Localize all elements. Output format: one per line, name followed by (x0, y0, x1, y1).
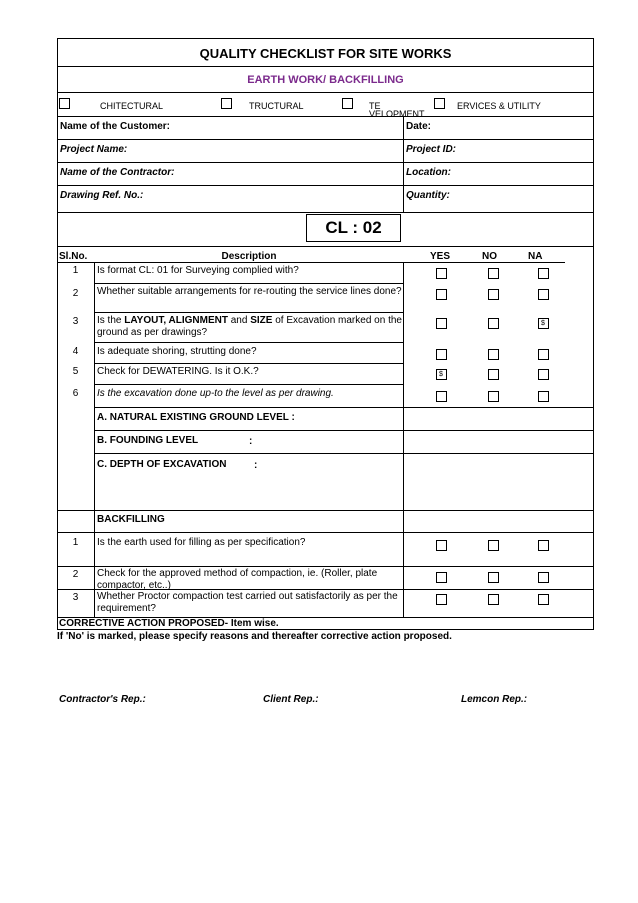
item-4-no-checkbox[interactable] (488, 349, 499, 360)
item-3-bold-size: SIZE (250, 315, 273, 326)
page-title: QUALITY CHECKLIST FOR SITE WORKS (199, 46, 452, 61)
backfill-3-yes-checkbox[interactable] (436, 594, 447, 605)
item-1-na-checkbox[interactable] (538, 268, 549, 279)
backfill-2-yes-checkbox[interactable] (436, 572, 447, 583)
item-number: 3 (72, 592, 79, 603)
item-2-na-checkbox[interactable] (538, 289, 549, 300)
corrective-action-note: If 'No' is marked, please specify reasons and thereafter corrective action proposed. (57, 631, 452, 642)
item-number: 4 (72, 346, 79, 357)
item-3-text-b: and (227, 315, 251, 326)
item-3-text-c: of Excavation marked on the ground as per drawings? (97, 315, 402, 338)
col-header-description: Description (221, 251, 277, 262)
date-label: Date: (406, 121, 432, 132)
item-1-no-checkbox[interactable] (488, 268, 499, 279)
item-description: Is format CL: 01 for Surveying complied with? (97, 265, 299, 276)
item-number: 6 (72, 388, 79, 399)
depth-of-excavation-colon: : (254, 460, 258, 471)
category-checkbox-site-development[interactable] (342, 98, 353, 109)
natural-ground-level-label: A. NATURAL EXISTING GROUND LEVEL : (97, 412, 295, 423)
item-description: Is the earth used for filling as per specification? (97, 537, 306, 548)
project-name-label: Project Name: (60, 144, 128, 155)
category-label-architectural: CHITECTURAL (100, 101, 164, 111)
founding-level-colon: : (249, 436, 253, 447)
location-label: Location: (406, 167, 451, 178)
category-label-site-development-overflow: VELOPMENT (369, 110, 425, 116)
col-header-yes: YES (430, 251, 451, 262)
item-number: 1 (72, 537, 79, 548)
item-description: Whether Proctor compaction test carried out satisfactorily as per the requirement? (97, 591, 398, 614)
category-label-services-utility: ERVICES & UTILITY (457, 101, 541, 111)
backfill-2-na-checkbox[interactable] (538, 572, 549, 583)
page-subtitle: EARTH WORK/ BACKFILLING (247, 74, 404, 86)
lemcon-rep-label: Lemcon Rep.: (461, 694, 528, 705)
item-number: 5 (72, 366, 79, 377)
item-2-no-checkbox[interactable] (488, 289, 499, 300)
depth-of-excavation-label: C. DEPTH OF EXCAVATION (97, 459, 227, 470)
item-description: Check for DEWATERING. Is it O.K.? (97, 366, 259, 377)
category-checkbox-services-utility[interactable] (434, 98, 445, 109)
founding-level-label: B. FOUNDING LEVEL (97, 435, 199, 446)
item-6-na-checkbox[interactable] (538, 391, 549, 402)
category-checkbox-structural[interactable] (221, 98, 232, 109)
col-header-na: NA (528, 251, 543, 262)
backfill-3-no-checkbox[interactable] (488, 594, 499, 605)
item-description: Whether suitable arrangements for re-routing the service lines done? (97, 286, 402, 297)
backfill-1-na-checkbox[interactable] (538, 540, 549, 551)
item-number: 2 (72, 288, 79, 299)
item-3-text-a: Is the (97, 315, 125, 326)
item-4-yes-checkbox[interactable] (436, 349, 447, 360)
item-1-yes-checkbox[interactable] (436, 268, 447, 279)
item-description (97, 315, 402, 339)
item-6-no-checkbox[interactable] (488, 391, 499, 402)
item-5-yes-checkbox[interactable] (436, 369, 447, 380)
item-5-no-checkbox[interactable] (488, 369, 499, 380)
item-3-yes-checkbox[interactable] (436, 318, 447, 329)
backfill-1-no-checkbox[interactable] (488, 540, 499, 551)
checklist-code: CL : 02 (325, 218, 382, 237)
backfilling-heading: BACKFILLING (97, 514, 165, 525)
item-2-yes-checkbox[interactable] (436, 289, 447, 300)
backfill-3-na-checkbox[interactable] (538, 594, 549, 605)
category-label-site-development: TE (369, 101, 381, 111)
item-6-yes-checkbox[interactable] (436, 391, 447, 402)
backfill-1-yes-checkbox[interactable] (436, 540, 447, 551)
col-header-no: NO (482, 251, 497, 262)
item-3-bold-layout: LAYOUT, ALIGNMENT (124, 315, 228, 326)
item-description: Is the excavation done up-to the level as per drawing. (97, 388, 334, 399)
item-number: 3 (72, 316, 79, 327)
quantity-label: Quantity: (406, 190, 450, 201)
corrective-action-title: CORRECTIVE ACTION PROPOSED- Item wise. (59, 618, 279, 629)
col-header-slno: Sl.No. (59, 251, 88, 262)
contractor-label: Name of the Contractor: (60, 167, 175, 178)
drawing-ref-label: Drawing Ref. No.: (60, 190, 144, 201)
item-5-na-checkbox[interactable] (538, 369, 549, 380)
client-rep-label: Client Rep.: (263, 694, 319, 705)
item-number: 1 (72, 265, 79, 276)
item-4-na-checkbox[interactable] (538, 349, 549, 360)
customer-label: Name of the Customer: (60, 121, 171, 132)
project-id-label: Project ID: (406, 144, 457, 155)
backfill-2-no-checkbox[interactable] (488, 572, 499, 583)
item-3-no-checkbox[interactable] (488, 318, 499, 329)
item-description: Is adequate shoring, strutting done? (97, 346, 257, 357)
category-label-structural: TRUCTURAL (249, 101, 304, 111)
item-description: Check for the approved method of compaction, ie. (Roller, plate compactor, etc..) (97, 568, 378, 590)
item-number: 2 (72, 569, 79, 580)
contractor-rep-label: Contractor's Rep.: (59, 694, 146, 705)
category-checkbox-architectural[interactable] (59, 98, 70, 109)
item-3-na-checkbox[interactable] (538, 318, 549, 329)
